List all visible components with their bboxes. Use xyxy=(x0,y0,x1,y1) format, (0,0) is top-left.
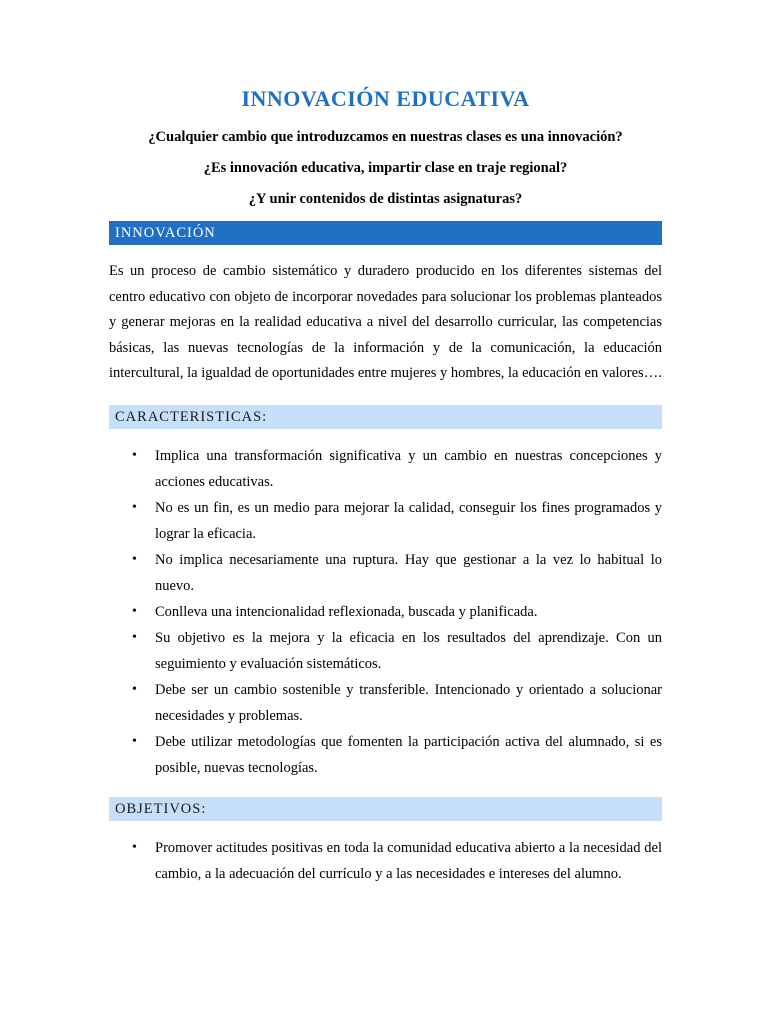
list-item-text: Promover actitudes positivas en toda la comunidad educativa abierto a la necesidad del cambio, a la adecuación del currículo y a las necesidades e intereses del alumno. xyxy=(155,839,662,882)
list-item-text: Conlleva una intencionalidad reflexionada, buscada y planificada. xyxy=(155,603,538,620)
list-item xyxy=(109,547,662,599)
objetivos-list xyxy=(109,835,662,887)
section-heading-objetivos: OBJETIVOS: xyxy=(109,797,662,821)
list-item-text: Debe ser un cambio sostenible y transferible. Intencionado y orientado a solucionar necesidades y problemas. xyxy=(155,681,662,724)
question-3: ¿Y unir contenidos de distintas asignaturas? xyxy=(248,191,523,207)
page-title: INNOVACIÓN EDUCATIVA xyxy=(241,86,530,111)
bullet-icon: • xyxy=(132,499,137,515)
list-item-text: No implica necesariamente una ruptura. Hay que gestionar a la vez lo habitual lo nuevo. xyxy=(155,551,662,594)
list-item xyxy=(109,835,662,887)
bullet-icon: • xyxy=(132,839,137,855)
question-1: ¿Cualquier cambio que introduzcamos en nuestras clases es una innovación? xyxy=(148,129,623,145)
list-item xyxy=(109,625,662,677)
bullet-icon: • xyxy=(132,603,137,619)
list-item-text: Debe utilizar metodologías que fomenten la participación activa del alumnado, si es posible, nuevas tecnologías. xyxy=(155,733,662,776)
list-item-text: Implica una transformación significativa y un cambio en nuestras concepciones y acciones educativas. xyxy=(155,447,662,490)
list-item-text: Su objetivo es la mejora y la eficacia en los resultados del aprendizaje. Con un seguimiento y evaluación sistemáticos. xyxy=(155,629,662,672)
innovacion-paragraph: Es un proceso de cambio sistemático y duradero producido en los diferentes sistemas del centro educativo con objeto de incorporar novedades para solucionar los problemas planteados y generar mejoras en la realidad educativa a nivel del desarrollo curricular, las competencias básicas, las nuevas tecnologías de la información y de la comunicación, la educación intercultural, la igualdad de oportunidades entre mujeres y hombres, la educación en valores…. xyxy=(109,263,662,381)
list-item xyxy=(109,729,662,781)
list-item xyxy=(109,443,662,495)
question-2: ¿Es innovación educativa, impartir clase en traje regional? xyxy=(203,160,568,176)
bullet-icon: • xyxy=(132,629,137,645)
bullet-icon: • xyxy=(132,733,137,749)
caracteristicas-list xyxy=(109,443,662,781)
bullet-icon: • xyxy=(132,681,137,697)
bullet-icon: • xyxy=(132,551,137,567)
section-heading-caracteristicas: CARACTERISTICAS: xyxy=(109,405,662,429)
list-item xyxy=(109,677,662,729)
list-item xyxy=(109,599,662,625)
list-item-text: No es un fin, es un medio para mejorar la calidad, conseguir los fines programados y lograr la eficacia. xyxy=(155,499,662,542)
list-item xyxy=(109,495,662,547)
bullet-icon: • xyxy=(132,447,137,463)
section-heading-innovacion: INNOVACIÓN xyxy=(109,221,662,245)
